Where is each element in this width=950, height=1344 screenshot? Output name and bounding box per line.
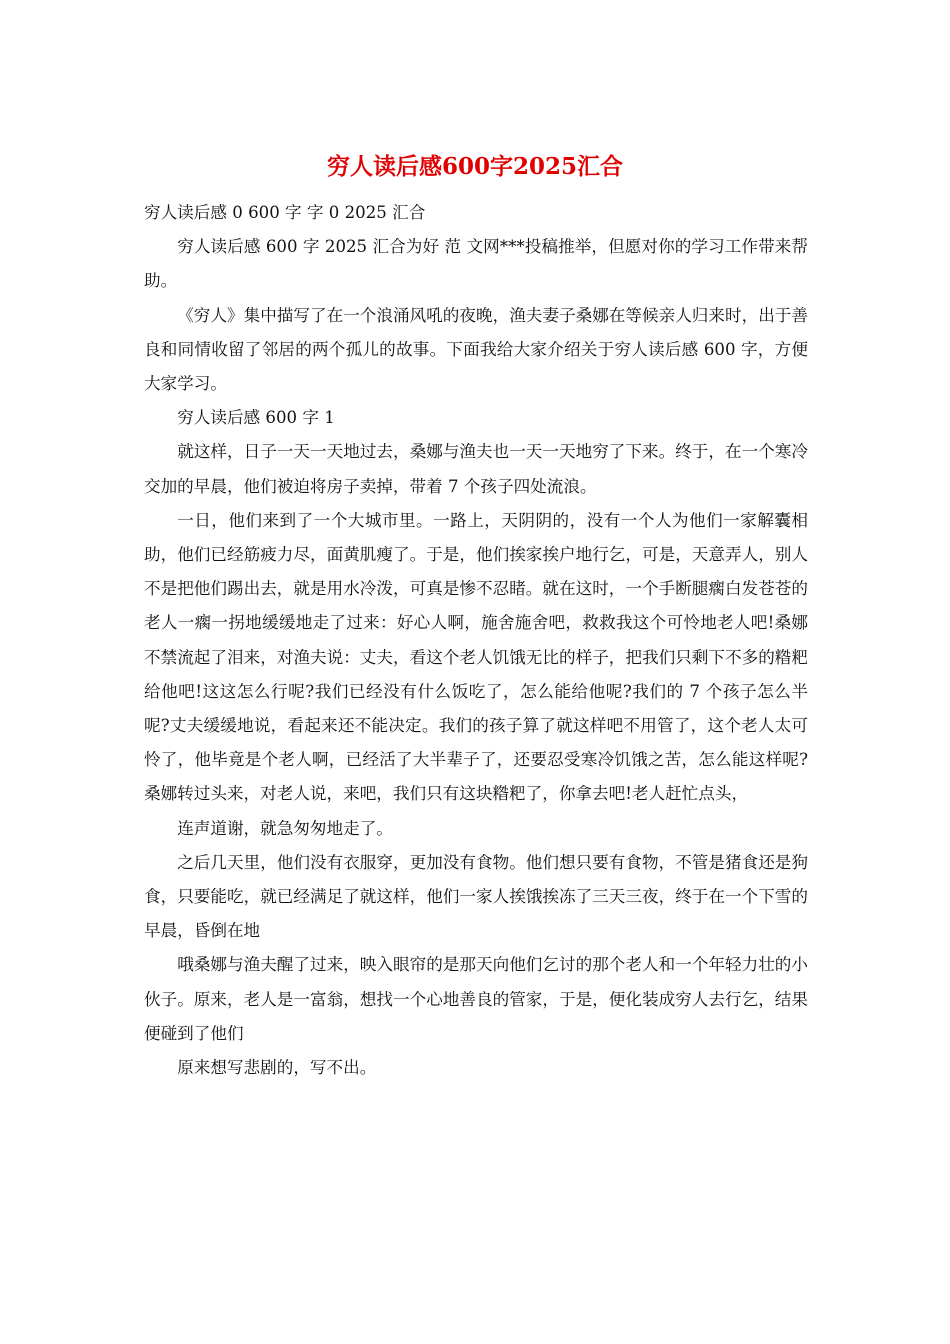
document-body [144, 196, 808, 1085]
paragraph: 原来想写悲剧的，写不出。 [177, 1058, 377, 1078]
paragraph: 就这样，日子一天一天地过去，桑娜与渔夫也一天一天地穷了下来。终于，在一个寒冷交加的早晨，他们被迫将房子卖掉，带着 7 个孩子四处流浪。 [144, 442, 808, 496]
paragraph: 连声道谢，就急匆匆地走了。 [177, 818, 393, 838]
paragraph-subtitle: 穷人读后感 0 600 字 字 0 2025 汇合 [144, 203, 426, 222]
section-heading: 穷人读后感 600 字 1 [177, 408, 335, 428]
paragraph: 一日，他们来到了一个大城市里。一路上，天阴阴的，没有一个人为他们一家解囊相助，他们已经筋疲力尽，面黄肌瘦了。于是，他们挨家挨户地行乞，可是，天意弄人，别人不是把他们踢出去，就是用水冷泼，可真是惨不忍睹。就在这时，一个手断腿瘸白发苍苍的老人一瘸一拐地缓缓地走了过来：好心人啊，施舍施舍吧，救救我这个可怜地老人吧!桑娜不禁流起了泪来，对渔夫说：丈夫，看这个老人饥饿无比的样子，把我们只剩下不多的糌粑给他吧!这这怎么行呢?我们已经没有什么饭吃了，怎么能给他呢?我们的 7 个孩子怎么半呢?丈夫缓缓地说，看起来还不能决定。我们的孩子算了就这样吧不用管了，这个老人太可怜了，他毕竟是个老人啊，已经活了大半辈子了，还要忍受寒冷饥饿之苦，怎么能这样呢?桑娜转过头来，对老人说，来吧，我们只有这块糌粑了，你拿去吧!老人赶忙点头， [144, 510, 808, 804]
document-title: 穷人读后感600字2025汇合 [326, 153, 624, 180]
paragraph-intro: 穷人读后感 600 字 2025 汇合为好 范 文网***投稿推举，但愿对你的学习工作带来帮助。 [144, 237, 808, 291]
paragraph: 哦桑娜与渔夫醒了过来，映入眼帘的是那天向他们乞讨的那个老人和一个年轻力壮的小伙子。原来，老人是一富翁，想找一个心地善良的管家，于是，便化装成穷人去行乞，结果便碰到了他们 [144, 955, 808, 1043]
paragraph-summary: 《穷人》集中描写了在一个浪涌风吼的夜晚，渔夫妻子桑娜在等候亲人归来时，出于善良和同情收留了邻居的两个孤儿的故事。下面我给大家介绍关于穷人读后感 600 字，方便大家学习。 [144, 305, 808, 394]
paragraph: 之后几天里，他们没有衣服穿，更加没有食物。他们想只要有食物，不管是猪食还是狗食，只要能吃，就已经满足了就这样，他们一家人挨饿挨冻了三天三夜，终于在一个下雪的早晨，昏倒在地 [144, 852, 808, 941]
